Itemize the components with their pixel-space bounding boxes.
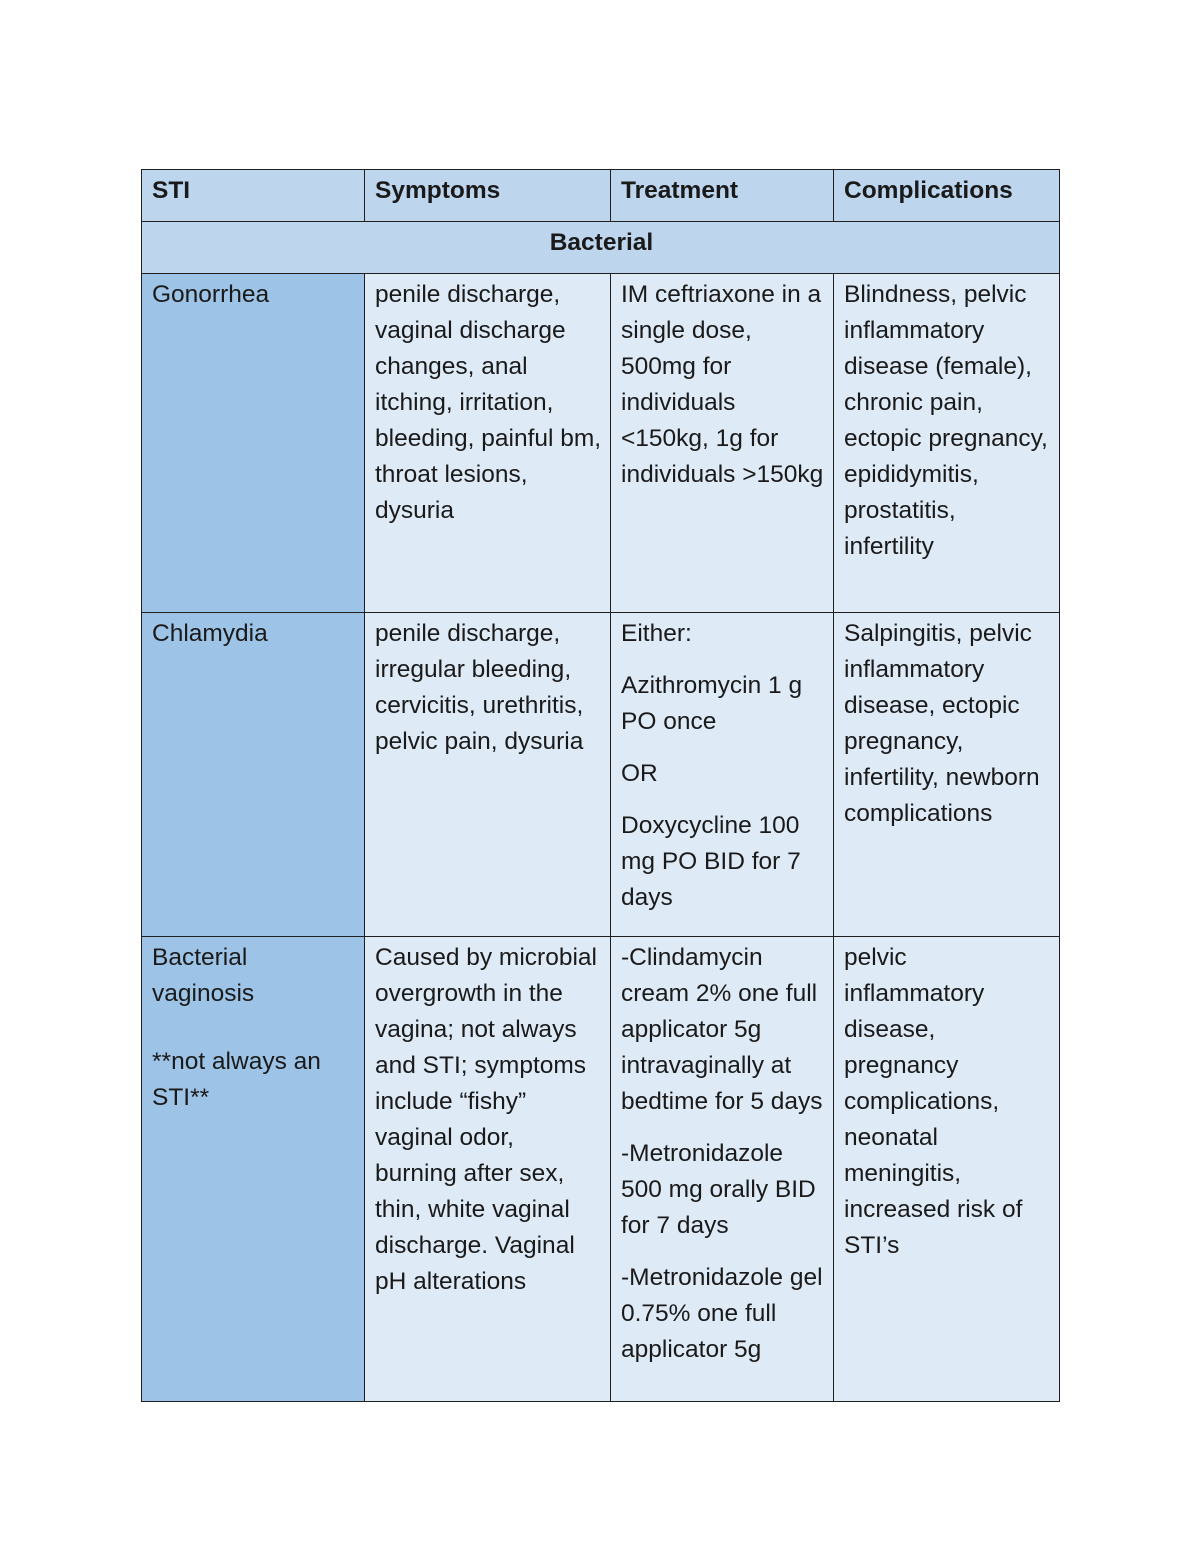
sti-name: Chlamydia	[152, 620, 268, 647]
symptoms-text: penile discharge, vaginal discharge changes, anal itching, irritation, bleeding, painful bm, throat lesions, dysuria	[375, 281, 602, 524]
symptoms-text: Caused by microbial overgrowth in the vagina; not always and STI; symptoms include “fishy” vaginal odor, burning after sex, thin, white vaginal discharge. Vaginal pH alterations	[375, 944, 597, 1295]
treatment-text: Azithromycin 1 g PO once	[621, 672, 803, 735]
sti-table	[141, 169, 1060, 1402]
column-header-treatment: Treatment	[611, 170, 834, 222]
treatment-text: IM ceftriaxone in a single dose, 500mg for individuals <150kg, 1g for individuals >150kg	[621, 281, 824, 488]
complications-cell	[834, 613, 1060, 937]
symptoms-cell	[365, 613, 611, 937]
sti-name: Gonorrhea	[152, 281, 270, 308]
sti-note: **not always an STI**	[152, 1048, 321, 1111]
section-row-bacterial	[142, 222, 1060, 274]
treatment-text: -Metronidazole 500 mg orally BID for 7 days	[621, 1140, 816, 1239]
sti-name-cell	[142, 274, 365, 613]
treatment-text: Either:	[621, 620, 692, 647]
table-row	[142, 937, 1060, 1402]
sti-name-cell	[142, 937, 365, 1402]
complications-text: Salpingitis, pelvic inflammatory disease, ectopic pregnancy, infertility, newborn complications	[844, 620, 1040, 827]
column-header-symptoms: Symptoms	[365, 170, 611, 222]
treatment-text: Doxycycline 100 mg PO BID for 7 days	[621, 812, 801, 911]
complications-text: pelvic inflammatory disease, pregnancy complications, neonatal meningitis, increased risk of STI’s	[844, 944, 1023, 1259]
table-row	[142, 274, 1060, 613]
symptoms-cell	[365, 274, 611, 613]
sti-name: Bacterial vaginosis	[152, 944, 255, 1007]
symptoms-text: penile discharge, irregular bleeding, cervicitis, urethritis, pelvic pain, dysuria	[375, 620, 584, 755]
section-label: Bacterial	[142, 222, 1060, 274]
treatment-cell	[611, 937, 834, 1402]
treatment-text: -Clindamycin cream 2% one full applicator 5g intravaginally at bedtime for 5 days	[621, 944, 823, 1115]
complications-cell	[834, 274, 1060, 613]
treatment-text: -Metronidazole gel 0.75% one full applicator 5g	[621, 1264, 823, 1363]
table-row	[142, 613, 1060, 937]
treatment-cell	[611, 274, 834, 613]
table-header-row	[142, 170, 1060, 222]
sti-name-cell	[142, 613, 365, 937]
complications-cell	[834, 937, 1060, 1402]
complications-text: Blindness, pelvic inflammatory disease (female), chronic pain, ectopic pregnancy, epididymitis, prostatitis, infertility	[844, 281, 1048, 560]
symptoms-cell	[365, 937, 611, 1402]
column-header-complications: Complications	[834, 170, 1060, 222]
treatment-cell	[611, 613, 834, 937]
column-header-sti: STI	[142, 170, 365, 222]
treatment-text: OR	[621, 760, 658, 787]
